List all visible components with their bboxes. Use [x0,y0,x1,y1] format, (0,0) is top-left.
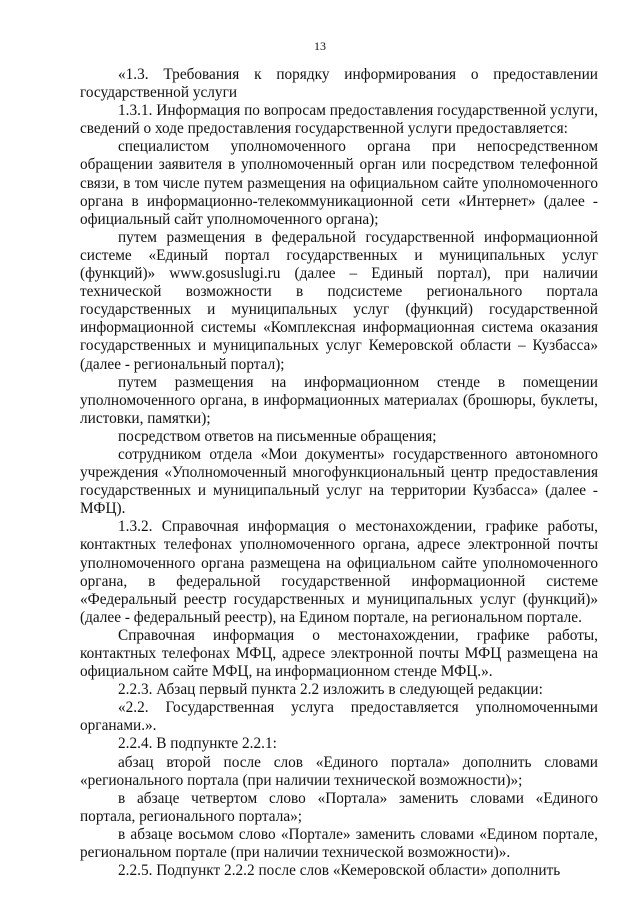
paragraph: 1.3.1. Информация по вопросам предоставления государственной услуги, сведений о ходе предоставления государственной услуги предоставляется: [80,102,598,138]
paragraph: «2.2. Государственная услуга предоставляется уполномоченными органами.». [80,699,598,735]
paragraph: в абзаце четвертом слово «Портала» заменить словами «Единого портала, регионального портала»; [80,789,598,825]
paragraph: 2.2.3. Абзац первый пункта 2.2 изложить в следующей редакции: [118,681,543,699]
page-number: 13 [314,39,326,53]
paragraph: 2.2.4. В подпункте 2.2.1: [118,735,277,753]
paragraph: Справочная информация о местонахождении, графике работы, контактных телефонах МФЦ, адресе электронной почты МФЦ размещена на официальном сайте МФЦ, на информационном стенде МФЦ.». [80,626,598,681]
paragraph: 2.2.5. Подпункт 2.2.2 после слов «Кемеровской области» дополнить [118,862,561,880]
paragraph: абзац второй после слов «Единого портала» дополнить словами «регионального портала (при наличии технической возможности)»; [80,753,598,789]
paragraph: посредством ответов на письменные обращения; [118,427,437,445]
paragraph: 1.3.2. Справочная информация о местонахождении, графике работы, контактных телефонах уполномоченного органа, адресе электронной почты уполномоченного органа размещена на официальном сайте уполномоченного органа, в федеральной государственной информационной системе «Федеральный реестр государственных и муниципальных услуг (функций)» (далее - федеральный реестр), на Едином портале, на региональном портале. [80,518,598,626]
paragraph: специалистом уполномоченного органа при непосредственном обращении заявителя в уполномоченный орган или посредством телефонной связи, в том числе путем размещения на официальном сайте уполномоченного органа в информационно-телекоммуникационной сети «Интернет» (далее - официальный сайт уполномоченного органа); [80,138,598,228]
paragraph: «1.3. Требования к порядку информирования о предоставлении государственной услуги [80,66,598,102]
document-body [80,66,598,880]
paragraph: сотрудником отдела «Мои документы» государственного автономного учреждения «Уполномоченный многофункциональный центр предоставления государственных и муниципальный услуг на территории Кузбасса» (далее - МФЦ). [80,445,598,518]
paragraph: в абзаце восьмом слово «Портале» заменить словами «Едином портале, региональном портале (при наличии технической возможности)». [80,825,598,862]
paragraph: путем размещения на информационном стенде в помещении уполномоченного органа, в информационных материалах (брошюры, буклеты, листовки, памятки); [80,373,598,427]
paragraph: путем размещения в федеральной государственной информационной системе «Единый портал государственных и муниципальных услуг (функций)» www.gosuslugi.ru (далее – Единый портал), при наличии технической возможности в подсистеме регионального портала государственных и муниципальных услуг (функций) государственной информационной системы «Комплексная информационная система оказания государственных и муниципальных услуг Кемеровской области – Кузбасса» (далее - региональный портал); [80,228,598,373]
